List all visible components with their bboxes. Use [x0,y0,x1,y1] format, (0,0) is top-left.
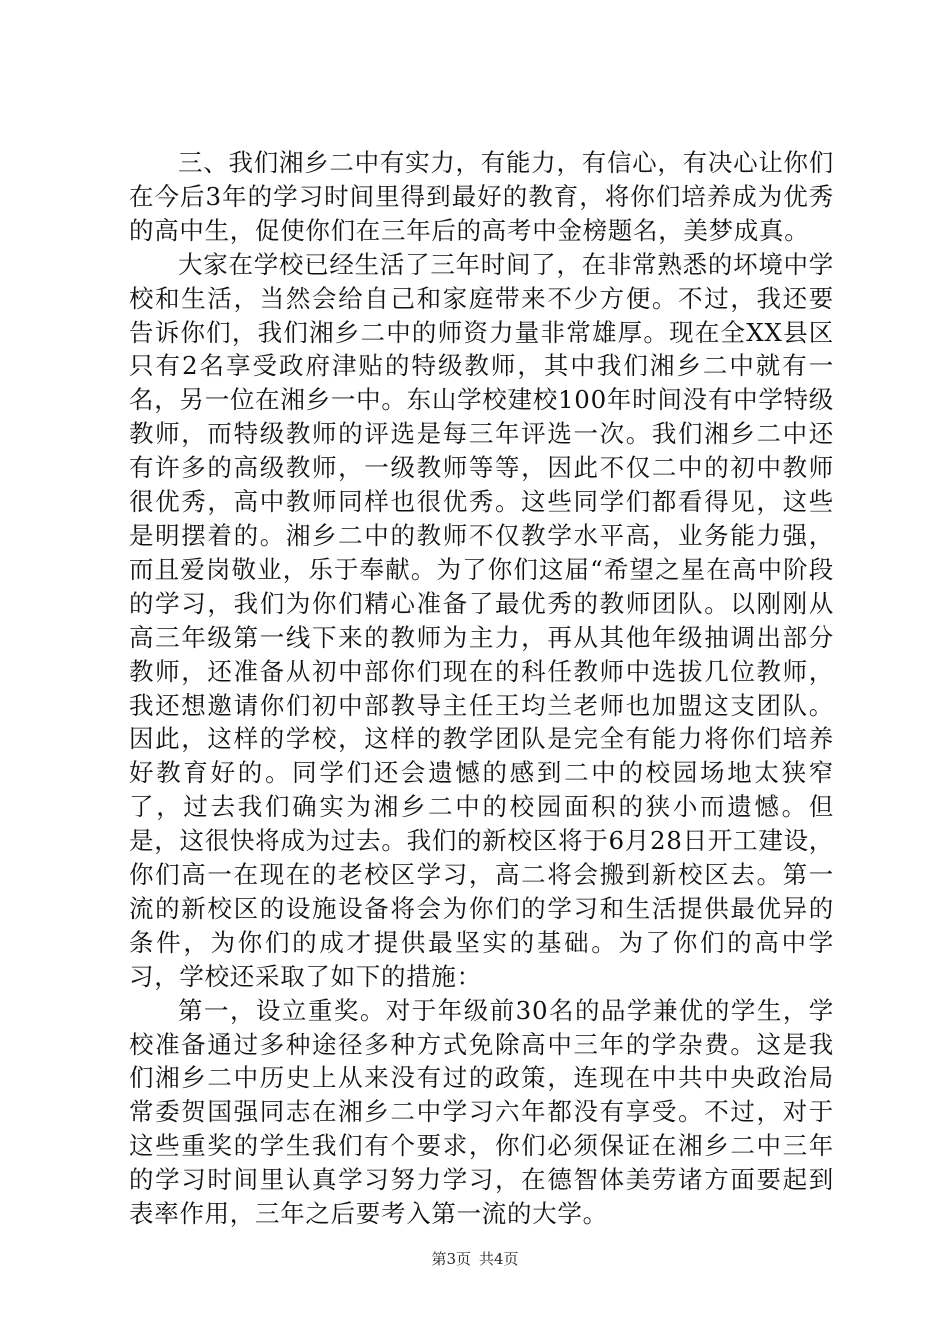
page-footer [0,1249,950,1269]
paragraph-scholarship: 第一，设立重奖。对于年级前30名的品学兼优的学生，学校准备通过多种途径多种方式免除高中三年的学杂费。这是我们湘乡二中历史上从来没有过的政策，连现在中共中央政治局常委贺国强同志在湘乡二中学习六年都没有享受。不过，对于这些重奖的学生我们有个要求，你们必须保证在湘乡二中三年的学习时间里认真学习努力学习，在德智体美劳诸方面要起到表率作用，三年之后要考入第一流的大学。 [129,995,834,1229]
paragraph-strength: 三、我们湘乡二中有实力，有能力，有信心，有决心让你们在今后3年的学习时间里得到最好的教育，将你们培养成为优秀的高中生，促使你们在三年后的高考中金榜题名，美梦成真。 [129,148,834,245]
document-body [129,146,834,1231]
paragraph-teachers-campus: 大家在学校已经生活了三年时间了，在非常熟悉的坏境中学校和生活，当然会给自己和家庭带来不少方便。不过，我还要告诉你们，我们湘乡二中的师资力量非常雄厚。现在全XX县区只有2名享受政府津贴的特级教师，其中我们湘乡二中就有一名，另一位在湘乡一中。东山学校建校100年时间没有中学特级教师，而特级教师的评选是每三年评选一次。我们湘乡二中还有许多的高级教师，一级教师等等，因此不仅二中的初中教师很优秀，高中教师同样也很优秀。这些同学们都看得见，这些是明摆着的。湘乡二中的教师不仅教学水平高，业务能力强，而且爱岗敬业，乐于奉献。为了你们这届“希望之星在高中阶段的学习，我们为你们精心准备了最优秀的教师团队。以刚刚从高三年级第一线下来的教师为主力，再从其他年级抽调出部分教师，还准备从初中部你们现在的科任教师中选拔几位教师，我还想邀请你们初中部教导主任王均兰老师也加盟这支团队。因此，这样的学校，这样的教学团队是完全有能力将你们培养好教育好的。同学们还会遗憾的感到二中的校园场地太狭窄了，过去我们确实为湘乡二中的校园面积的狭小而遗憾。但是，这很快将成为过去。我们的新校区将于6月28日开工建设，你们高一在现在的老校区学习，高二将会搬到新校区去。第一流的新校区的设施设备将会为你们的学习和生活提供最优异的条件，为你们的成才提供最坚实的基础。为了你们的高中学习，学校还采取了如下的措施： [129,249,834,991]
page-total: 共4页 [479,1250,519,1268]
page-number: 第3页 [431,1250,471,1268]
